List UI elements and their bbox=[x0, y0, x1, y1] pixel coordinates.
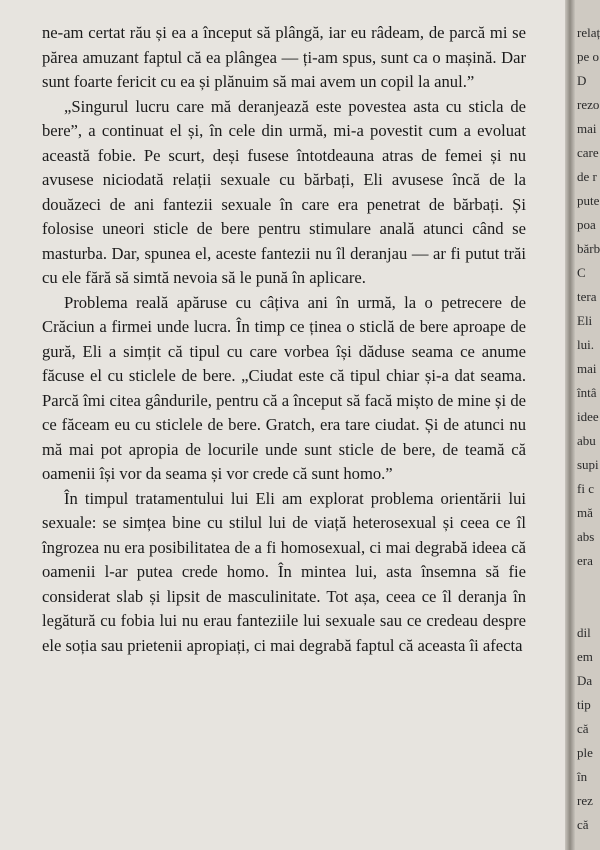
right-fragment: em bbox=[577, 649, 593, 664]
right-fragment: Eli bbox=[577, 313, 593, 328]
right-fragment: tip bbox=[577, 697, 591, 712]
right-fragment: întâ bbox=[577, 385, 597, 400]
right-fragment: în bbox=[577, 769, 588, 784]
right-fragment: abs bbox=[577, 529, 595, 544]
right-fragment: mai bbox=[577, 121, 597, 136]
right-fragment: rez bbox=[577, 793, 593, 808]
right-fragment: poa bbox=[577, 217, 596, 232]
right-fragment: era bbox=[577, 553, 593, 568]
right-fragment: bărb bbox=[577, 241, 600, 256]
right-fragment: abu bbox=[577, 433, 596, 448]
right-fragment bbox=[577, 598, 600, 622]
right-fragment bbox=[577, 574, 600, 598]
right-fragment: pute bbox=[577, 193, 600, 208]
right-fragment: Da bbox=[577, 673, 593, 688]
right-fragment: fi c bbox=[577, 481, 594, 496]
right-fragment: mai bbox=[577, 361, 597, 376]
right-page-text-fragments bbox=[577, 22, 600, 838]
right-fragment: că bbox=[577, 817, 589, 832]
paragraph-beer-bottle-story: „Singurul lucru care mă deranjează este povestea asta cu sticla de bere”, a continuat el și, în cele din urmă, mi-a povestit cum a evoluat această fobie. Pe scurt, deși fusese întotdeauna atras de femei și nu avusese niciodată relații sexuale cu bărbați, Eli avusese încă de la douăzeci de ani fantezii sexuale în care era penetrat de bărbați. Și folosise uneori sticle de bere pentru stimulare anală atunci când se masturba. Dar, spunea el, aceste fantezii nu îl deranjau — ar fi putut trăi cu ele fără să simtă nevoia să le pună în aplicare. bbox=[42, 96, 526, 287]
right-fragment: lui. bbox=[577, 337, 594, 352]
page-body bbox=[42, 21, 526, 658]
right-page-edge bbox=[575, 0, 600, 850]
right-fragment: D bbox=[577, 73, 587, 88]
paragraph-treatment: În timpul tratamentului lui Eli am explorat problema orientării lui sexuale: se simțea bine cu stilul lui de viață heterosexual și ceea ce îl îngrozea nu era posibilitatea de a fi homosexual, ci mai degrabă ideea că oamenii l-ar putea crede homo. În mintea lui, asta însemna să fie considerat slab și lipsit de masculinitate. Tot așa, ceea ce îl deranja în legătură cu fobia lui nu erau fanteziile lui sexuale sau ce credeau despre ele soția sau prietenii apropiați, ci mai degrabă faptul că aceasta îi afecta bbox=[42, 488, 526, 655]
right-fragment: supi bbox=[577, 457, 599, 472]
right-fragment: rezo bbox=[577, 97, 600, 112]
right-fragment: C bbox=[577, 265, 586, 280]
right-fragment: de r bbox=[577, 169, 597, 184]
right-fragment: dil bbox=[577, 625, 591, 640]
right-fragment: idee bbox=[577, 409, 599, 424]
right-fragment: pe o bbox=[577, 49, 600, 64]
paragraph-christmas-party: Problema reală apăruse cu câțiva ani în urmă, la o petrecere de Crăciun a firmei unde lucra. În timp ce ținea o sticlă de bere aproape de gură, Eli a simțit că tipul cu care vorbea își dăduse seama ce anume făcuse el cu sticlele de bere. „Ciudat este că tipul chiar și-a dat seama. Parcă îmi citea gândurile, pentru că a început să facă mișto de mine și de ce făceam eu cu sticlele de bere. Gratch, era tare ciudat. Și de atunci nu mă mai pot apropia de locurile unde sunt sticle de bere, de teamă că oamenii își vor da seama și vor crede că sunt homo.” bbox=[42, 292, 526, 483]
right-fragment: tera bbox=[577, 289, 597, 304]
right-fragment: mă bbox=[577, 505, 593, 520]
right-fragment: ple bbox=[577, 745, 593, 760]
right-fragment: care bbox=[577, 145, 599, 160]
right-fragment: relaț bbox=[577, 25, 600, 40]
paragraph-continuation: ne-am certat rău și ea a început să plângă, iar eu râdeam, de parcă mi se părea amuzant faptul că ea plângea — ți-am spus, sunt ca o mașină. Dar sunt foarte fericit cu ea și plănuim să mai avem un copil la anul.” bbox=[42, 23, 526, 91]
right-fragment: că bbox=[577, 721, 589, 736]
book-gutter bbox=[565, 0, 575, 850]
